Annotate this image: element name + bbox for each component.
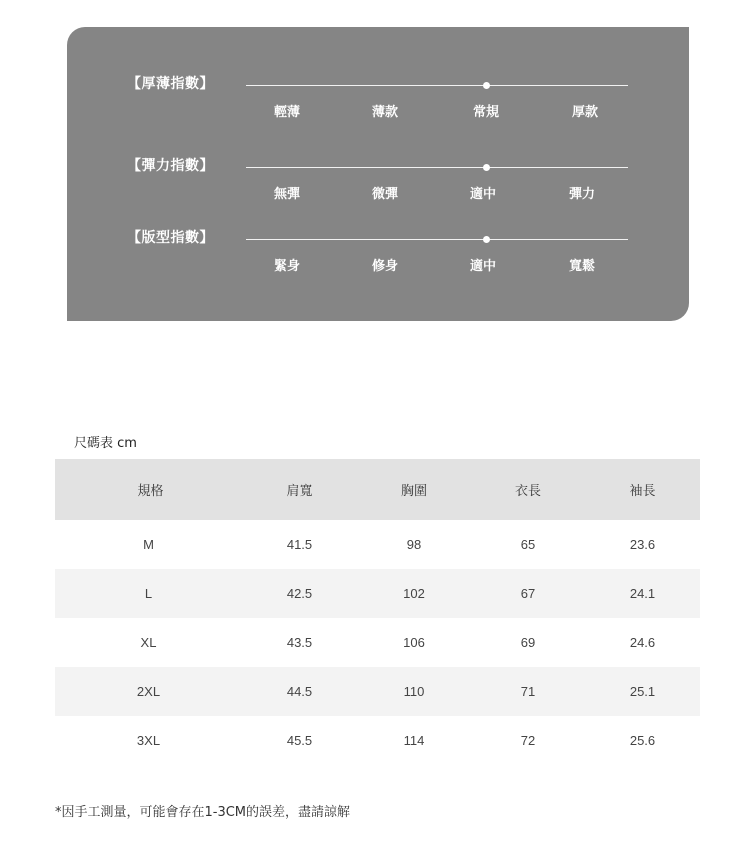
cell-size: M xyxy=(143,537,154,552)
cell-shoulder: 41.5 xyxy=(286,537,313,552)
fit-option: 適中 xyxy=(469,259,496,274)
elasticity-option: 微彈 xyxy=(371,187,398,202)
header-size: 規格 xyxy=(137,484,164,499)
cell-chest: 102 xyxy=(403,586,425,601)
thickness-scale-title: 【厚薄指數】 xyxy=(127,76,214,92)
cell-length: 71 xyxy=(520,684,536,699)
fit-selected-marker xyxy=(483,236,490,243)
elasticity-option: 無彈 xyxy=(273,187,300,202)
cell-shoulder: 43.5 xyxy=(286,635,313,650)
elasticity-scale-line xyxy=(246,167,628,168)
fit-option: 寬鬆 xyxy=(568,259,595,274)
cell-shoulder: 44.5 xyxy=(286,684,313,699)
elasticity-option: 適中 xyxy=(469,187,496,202)
elasticity-selected-marker xyxy=(483,164,490,171)
table-row xyxy=(55,520,700,569)
cell-sleeve: 24.1 xyxy=(629,586,656,601)
cell-sleeve: 25.1 xyxy=(629,684,656,699)
table-row xyxy=(55,569,700,618)
fit-scale-title: 【版型指數】 xyxy=(127,230,214,246)
cell-length: 65 xyxy=(520,537,536,552)
elasticity-scale xyxy=(67,157,689,217)
thickness-option: 薄款 xyxy=(371,105,398,120)
cell-chest: 98 xyxy=(406,537,422,552)
elasticity-scale-title: 【彈力指數】 xyxy=(127,158,214,174)
cell-size: 2XL xyxy=(136,684,161,699)
cell-sleeve: 25.6 xyxy=(629,733,656,748)
fit-scale-line xyxy=(246,239,628,240)
size-chart-table xyxy=(55,459,700,765)
header-shoulder: 肩寬 xyxy=(286,484,313,499)
fit-option: 緊身 xyxy=(273,259,300,274)
thickness-option: 常規 xyxy=(472,105,499,120)
cell-length: 72 xyxy=(520,733,536,748)
elasticity-option: 彈力 xyxy=(568,187,595,202)
size-chart-caption: 尺碼表 cm xyxy=(74,436,137,451)
table-header-row xyxy=(55,459,700,520)
thickness-option: 厚款 xyxy=(571,105,598,120)
table-row xyxy=(55,667,700,716)
cell-length: 69 xyxy=(520,635,536,650)
cell-size: XL xyxy=(140,635,157,650)
cell-size: 3XL xyxy=(136,733,161,748)
header-chest: 胸圍 xyxy=(400,484,427,499)
table-row xyxy=(55,618,700,667)
thickness-option: 輕薄 xyxy=(273,105,300,120)
thickness-selected-marker xyxy=(483,82,490,89)
thickness-scale-line xyxy=(246,85,628,86)
cell-chest: 110 xyxy=(403,684,425,699)
measurement-note: *因手工測量，可能會存在1-3CM的誤差，盡請諒解 xyxy=(55,805,351,820)
cell-shoulder: 45.5 xyxy=(286,733,313,748)
cell-size: L xyxy=(144,586,153,601)
cell-shoulder: 42.5 xyxy=(286,586,313,601)
cell-chest: 114 xyxy=(403,733,425,748)
fit-scale xyxy=(67,229,689,289)
fabric-index-panel xyxy=(67,27,689,321)
header-sleeve: 袖長 xyxy=(629,484,656,499)
header-length: 衣長 xyxy=(514,484,541,499)
cell-sleeve: 24.6 xyxy=(629,635,656,650)
cell-sleeve: 23.6 xyxy=(629,537,656,552)
fit-option: 修身 xyxy=(371,259,398,274)
cell-chest: 106 xyxy=(403,635,425,650)
thickness-scale xyxy=(67,75,689,135)
cell-length: 67 xyxy=(520,586,536,601)
table-row xyxy=(55,716,700,765)
